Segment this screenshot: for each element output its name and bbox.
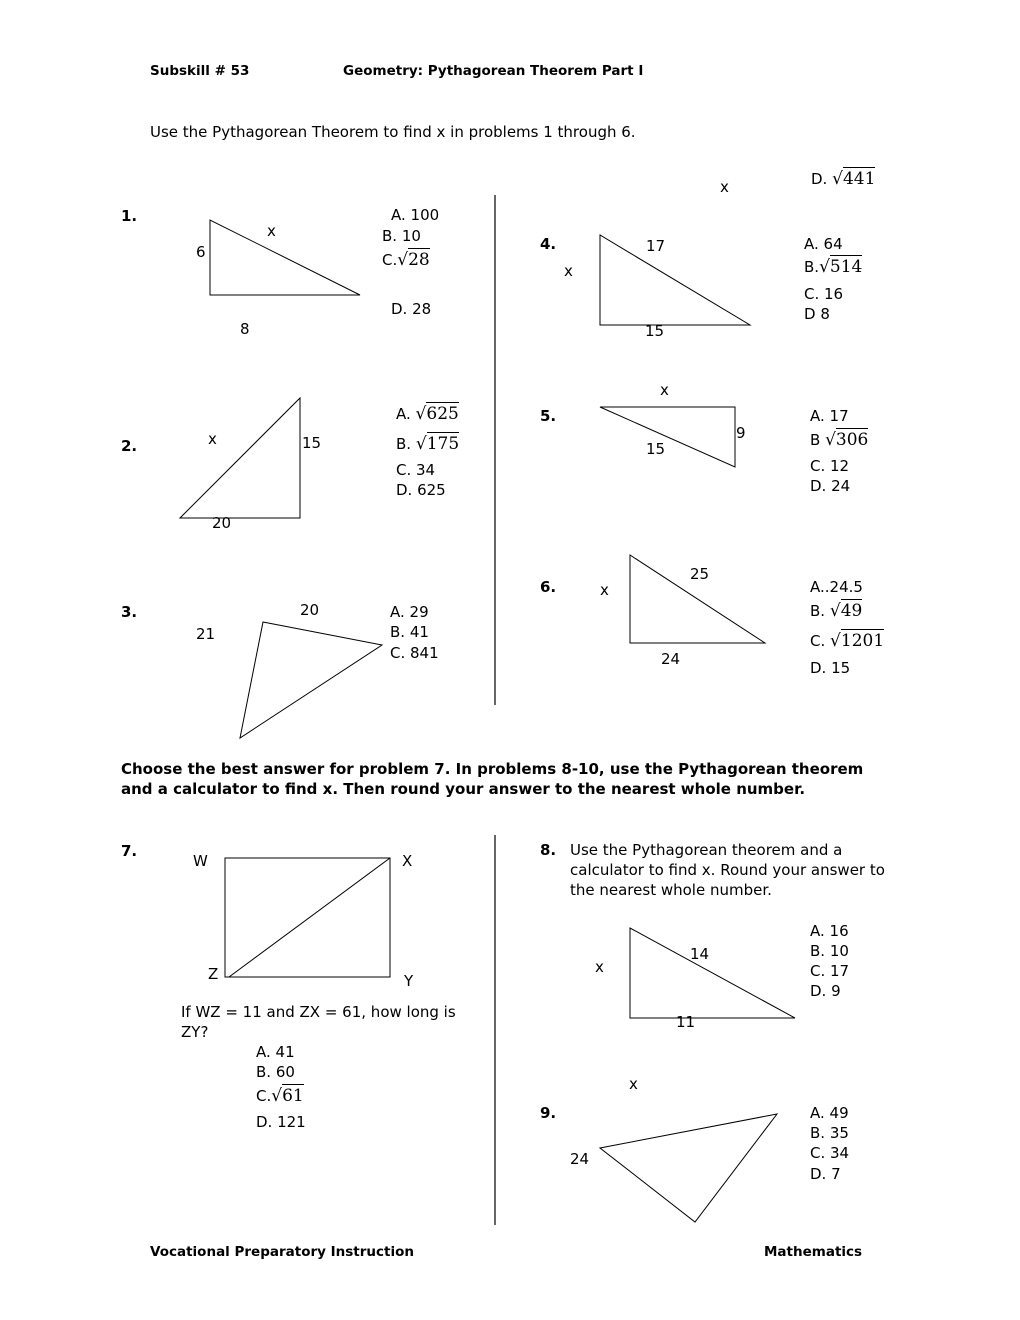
p7-corner-w: W: [193, 852, 208, 870]
p4-option-b: B.√514: [804, 257, 863, 277]
p3-label-20: 20: [300, 601, 320, 619]
p3-option-b: B. 41: [390, 623, 429, 641]
page-title: Geometry: Pythagorean Theorem Part I: [343, 63, 644, 79]
footer-right: Mathematics: [764, 1244, 863, 1260]
problem-6-number: 6.: [540, 578, 557, 596]
p2-label-15: 15: [302, 434, 322, 452]
section-2-instructions: Choose the best answer for problem 7. In problems 8-10, use the Pythagorean theorem and a calculator to find x. Then round your answer to the nearest whole number.: [121, 760, 864, 798]
p5-option-d: D. 24: [810, 477, 851, 495]
p6-option-b: B. √49: [810, 601, 863, 621]
triangle-4: [600, 235, 750, 325]
p7-question: If WZ = 11 and ZX = 61, how long is ZY?: [181, 1003, 456, 1041]
p9-option-b: B. 35: [810, 1124, 849, 1142]
p4-label-15: 15: [645, 322, 665, 340]
p8-option-c: C. 17: [810, 962, 850, 980]
p5-option-c: C. 12: [810, 457, 850, 475]
p3-option-a: A. 29: [390, 603, 429, 621]
problem-5-number: 5.: [540, 407, 557, 425]
p9-label-x: x: [629, 1075, 638, 1093]
p4-label-17: 17: [646, 237, 666, 255]
p9-option-c: C. 34: [810, 1144, 850, 1162]
p5-option-a: A. 17: [810, 407, 849, 425]
subskill-label: Subskill # 53: [150, 63, 250, 79]
p8-label-x: x: [595, 958, 604, 976]
p6-label-24: 24: [661, 650, 681, 668]
p8-option-a: A. 16: [810, 922, 849, 940]
p8-question: Use the Pythagorean theorem and a calculator to find x. Round your answer to the nearest whole number.: [570, 841, 885, 899]
stray-option-d: D. √441: [811, 169, 876, 189]
p6-option-a: A..24.5: [810, 578, 863, 596]
problem-8-number: 8.: [540, 841, 557, 859]
p1-label-6: 6: [196, 243, 206, 261]
p4-label-x: x: [564, 262, 573, 280]
diagonal-7: [229, 858, 390, 977]
p9-label-24: 24: [570, 1150, 590, 1168]
problem-3-number: 3.: [121, 603, 138, 621]
p1-option-a: A. 100: [391, 206, 440, 224]
p8-option-d: D. 9: [810, 982, 841, 1000]
p5-label-x: x: [660, 381, 669, 399]
p1-option-b: B. 10: [382, 227, 421, 245]
p1-label-8: 8: [240, 320, 250, 338]
p3-label-21: 21: [196, 625, 216, 643]
problem-1-number: 1.: [121, 207, 138, 225]
p1-option-c: C.√28: [382, 250, 430, 270]
p3-option-c: C. 841: [390, 644, 439, 662]
p7-option-d: D. 121: [256, 1113, 306, 1131]
footer-left: Vocational Preparatory Instruction: [150, 1244, 414, 1260]
p2-label-20: 20: [212, 514, 232, 532]
p8-label-14: 14: [690, 945, 710, 963]
problem-2-number: 2.: [121, 437, 138, 455]
p8-option-b: B. 10: [810, 942, 849, 960]
triangle-5: [600, 407, 735, 467]
p2-option-b: B. √175: [396, 434, 460, 454]
p7-corner-y: Y: [404, 972, 414, 990]
p5-label-9: 9: [736, 424, 746, 442]
problem-4-number: 4.: [540, 235, 557, 253]
p6-option-d: D. 15: [810, 659, 851, 677]
p7-corner-z: Z: [208, 965, 219, 983]
p2-label-x: x: [208, 430, 217, 448]
p4-option-c: C. 16: [804, 285, 844, 303]
p4-option-d: D 8: [804, 305, 830, 323]
p6-label-x: x: [600, 581, 609, 599]
p6-label-25: 25: [690, 565, 710, 583]
problem-9-number: 9.: [540, 1104, 557, 1122]
p5-label-15: 15: [646, 440, 666, 458]
p8-label-11: 11: [676, 1013, 696, 1031]
p7-option-b: B. 60: [256, 1063, 295, 1081]
triangle-8: [630, 928, 795, 1018]
p7-option-a: A. 41: [256, 1043, 295, 1061]
triangle-3: [240, 622, 382, 738]
p2-option-c: C. 34: [396, 461, 436, 479]
p7-option-c: C.√61: [256, 1086, 304, 1106]
p7-corner-x: X: [402, 852, 413, 870]
p2-option-a: A. √625: [396, 404, 459, 424]
p9-option-d: D. 7: [810, 1165, 841, 1183]
p1-option-d: D. 28: [391, 300, 432, 318]
stray-x-label: x: [720, 178, 729, 196]
p4-option-a: A. 64: [804, 235, 843, 253]
problem-7-number: 7.: [121, 842, 138, 860]
triangle-9: [600, 1114, 777, 1222]
triangle-2: [180, 398, 300, 518]
p9-option-a: A. 49: [810, 1104, 849, 1122]
p2-option-d: D. 625: [396, 481, 446, 499]
p5-option-b: B √306: [810, 430, 869, 450]
triangle-1: [210, 220, 360, 295]
instructions: Use the Pythagorean Theorem to find x in problems 1 through 6.: [150, 123, 636, 141]
p1-label-x: x: [267, 222, 276, 240]
p6-option-c: C. √1201: [810, 631, 885, 651]
